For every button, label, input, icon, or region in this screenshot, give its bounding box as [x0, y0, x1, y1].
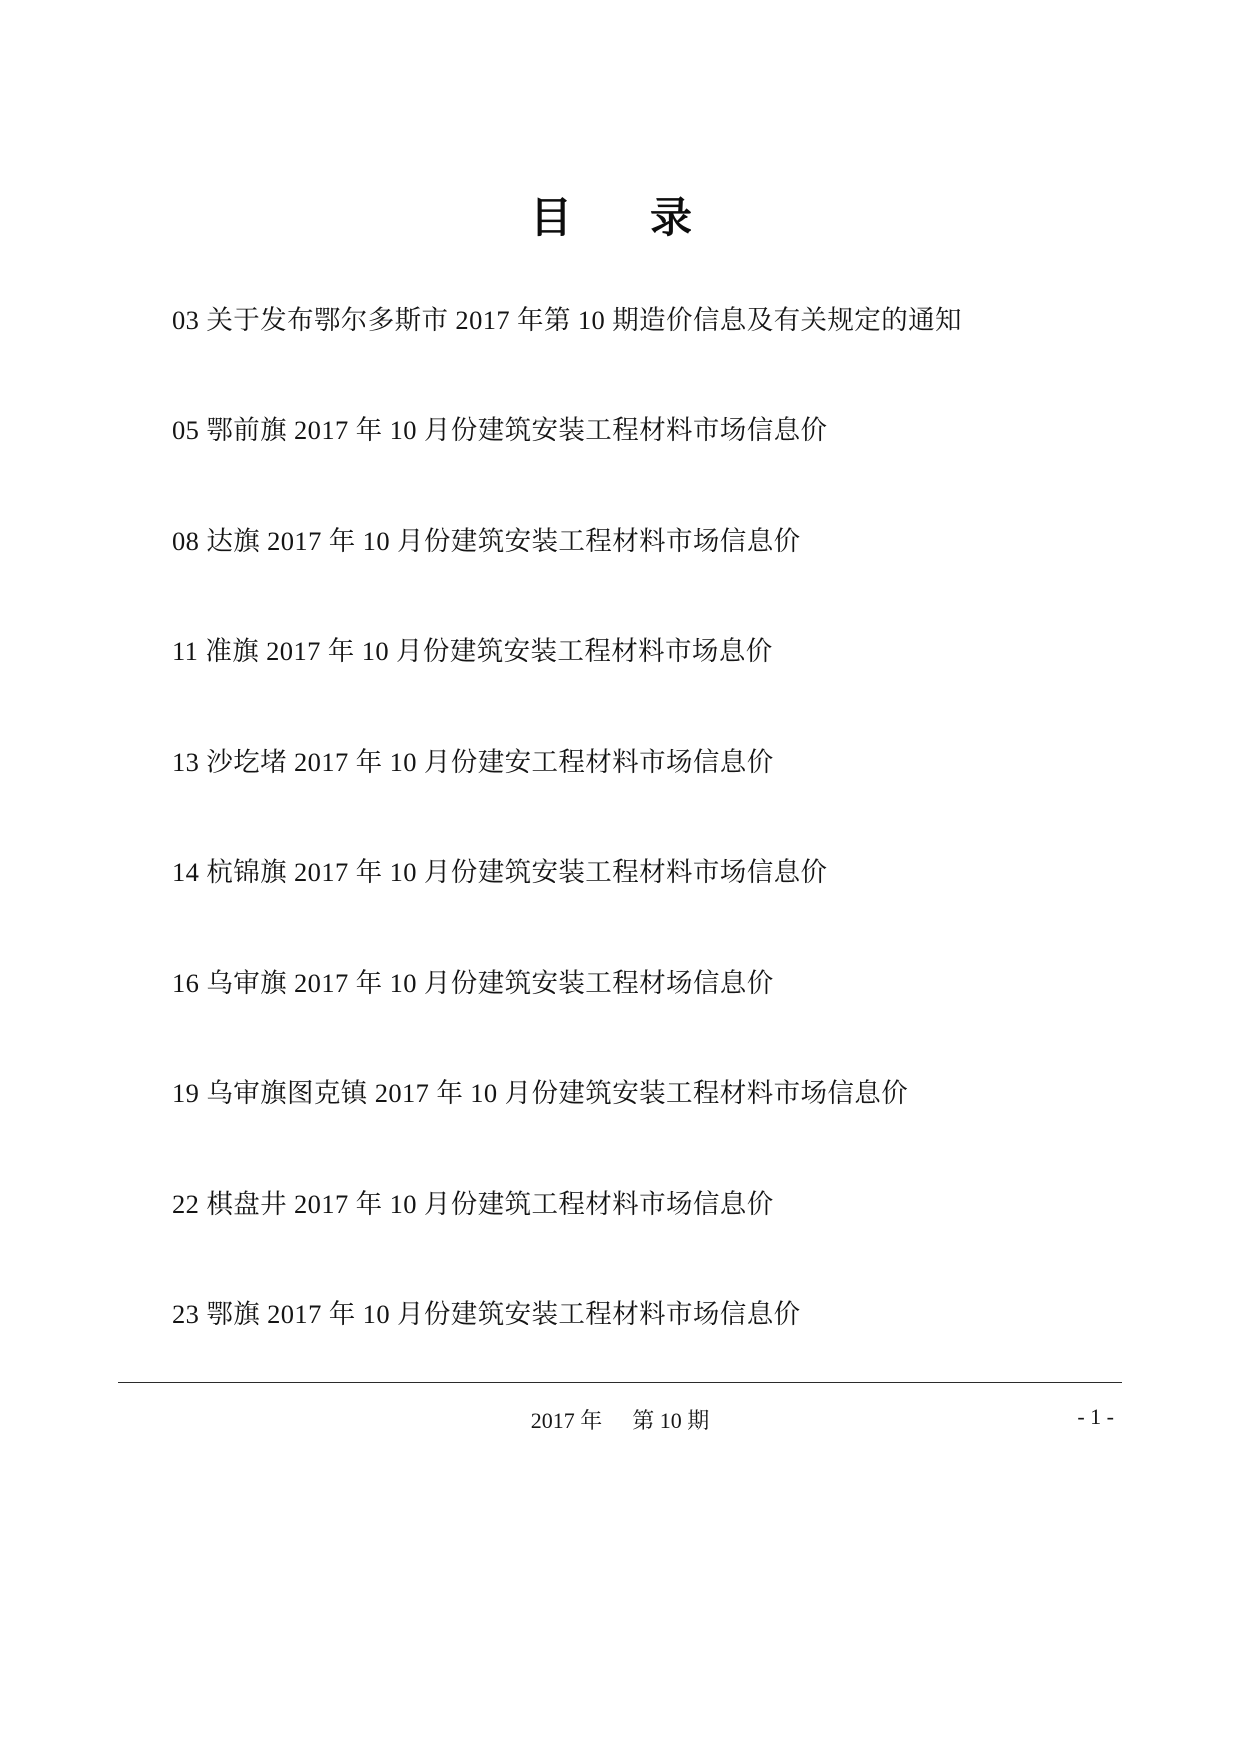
toc-entry-title: 鄂前旗 2017 年 10 月份建筑安装工程材料市场信息价 [206, 415, 828, 446]
toc-entry[interactable] [172, 634, 1130, 668]
toc-entry-number: 11 [172, 636, 199, 667]
footer-issue: 第 10 期 [632, 1408, 710, 1433]
toc-entry-title: 杭锦旗 2017 年 10 月份建筑安装工程材料市场信息价 [206, 857, 828, 888]
toc-entry[interactable] [172, 855, 1130, 889]
toc-entry[interactable] [172, 303, 1130, 337]
toc-entry-title: 鄂旗 2017 年 10 月份建筑安装工程材料市场信息价 [206, 1298, 801, 1329]
toc-entry-number: 22 [172, 1188, 200, 1219]
toc-entry-title: 乌审旗图克镇 2017 年 10 月份建筑安装工程材料市场信息价 [206, 1078, 909, 1109]
toc-entry-number: 14 [172, 857, 200, 888]
toc-entry[interactable] [172, 524, 1130, 558]
toc-entry-number: 05 [172, 415, 200, 446]
toc-entry[interactable] [172, 745, 1130, 779]
toc-entry-title: 乌审旗 2017 年 10 月份建筑安装工程材场信息价 [206, 967, 774, 998]
toc-entry-title: 准旗 2017 年 10 月份建筑安装工程材料市场息价 [205, 636, 773, 667]
toc-entry-number: 08 [172, 525, 200, 556]
toc-entry-number: 16 [172, 967, 200, 998]
toc-entry[interactable] [172, 1076, 1130, 1110]
footer-year: 2017 年 [530, 1408, 603, 1433]
page-footer [118, 1396, 1122, 1436]
toc-entry-title: 关于发布鄂尔多斯市 2017 年第 10 期造价信息及有关规定的通知 [206, 305, 962, 335]
table-of-contents [0, 303, 1240, 1331]
toc-entry-title: 沙圪堵 2017 年 10 月份建安工程材料市场信息价 [206, 746, 774, 777]
toc-entry-title: 棋盘井 2017 年 10 月份建筑工程材料市场信息价 [206, 1188, 774, 1219]
toc-entry-number: 13 [172, 746, 200, 777]
toc-entry-title: 达旗 2017 年 10 月份建筑安装工程材料市场信息价 [206, 525, 801, 556]
page-title: 目 录 [529, 196, 710, 242]
footer-divider [118, 1382, 1122, 1383]
toc-entry[interactable] [172, 1187, 1130, 1221]
toc-entry[interactable] [172, 1297, 1130, 1331]
footer-page-number: - 1 - [1077, 1404, 1114, 1429]
toc-entry[interactable] [172, 413, 1130, 447]
toc-entry-number: 23 [172, 1298, 200, 1329]
toc-entry[interactable] [172, 966, 1130, 1000]
toc-entry-number: 19 [172, 1078, 200, 1109]
toc-entry-number: 03 [172, 305, 200, 335]
